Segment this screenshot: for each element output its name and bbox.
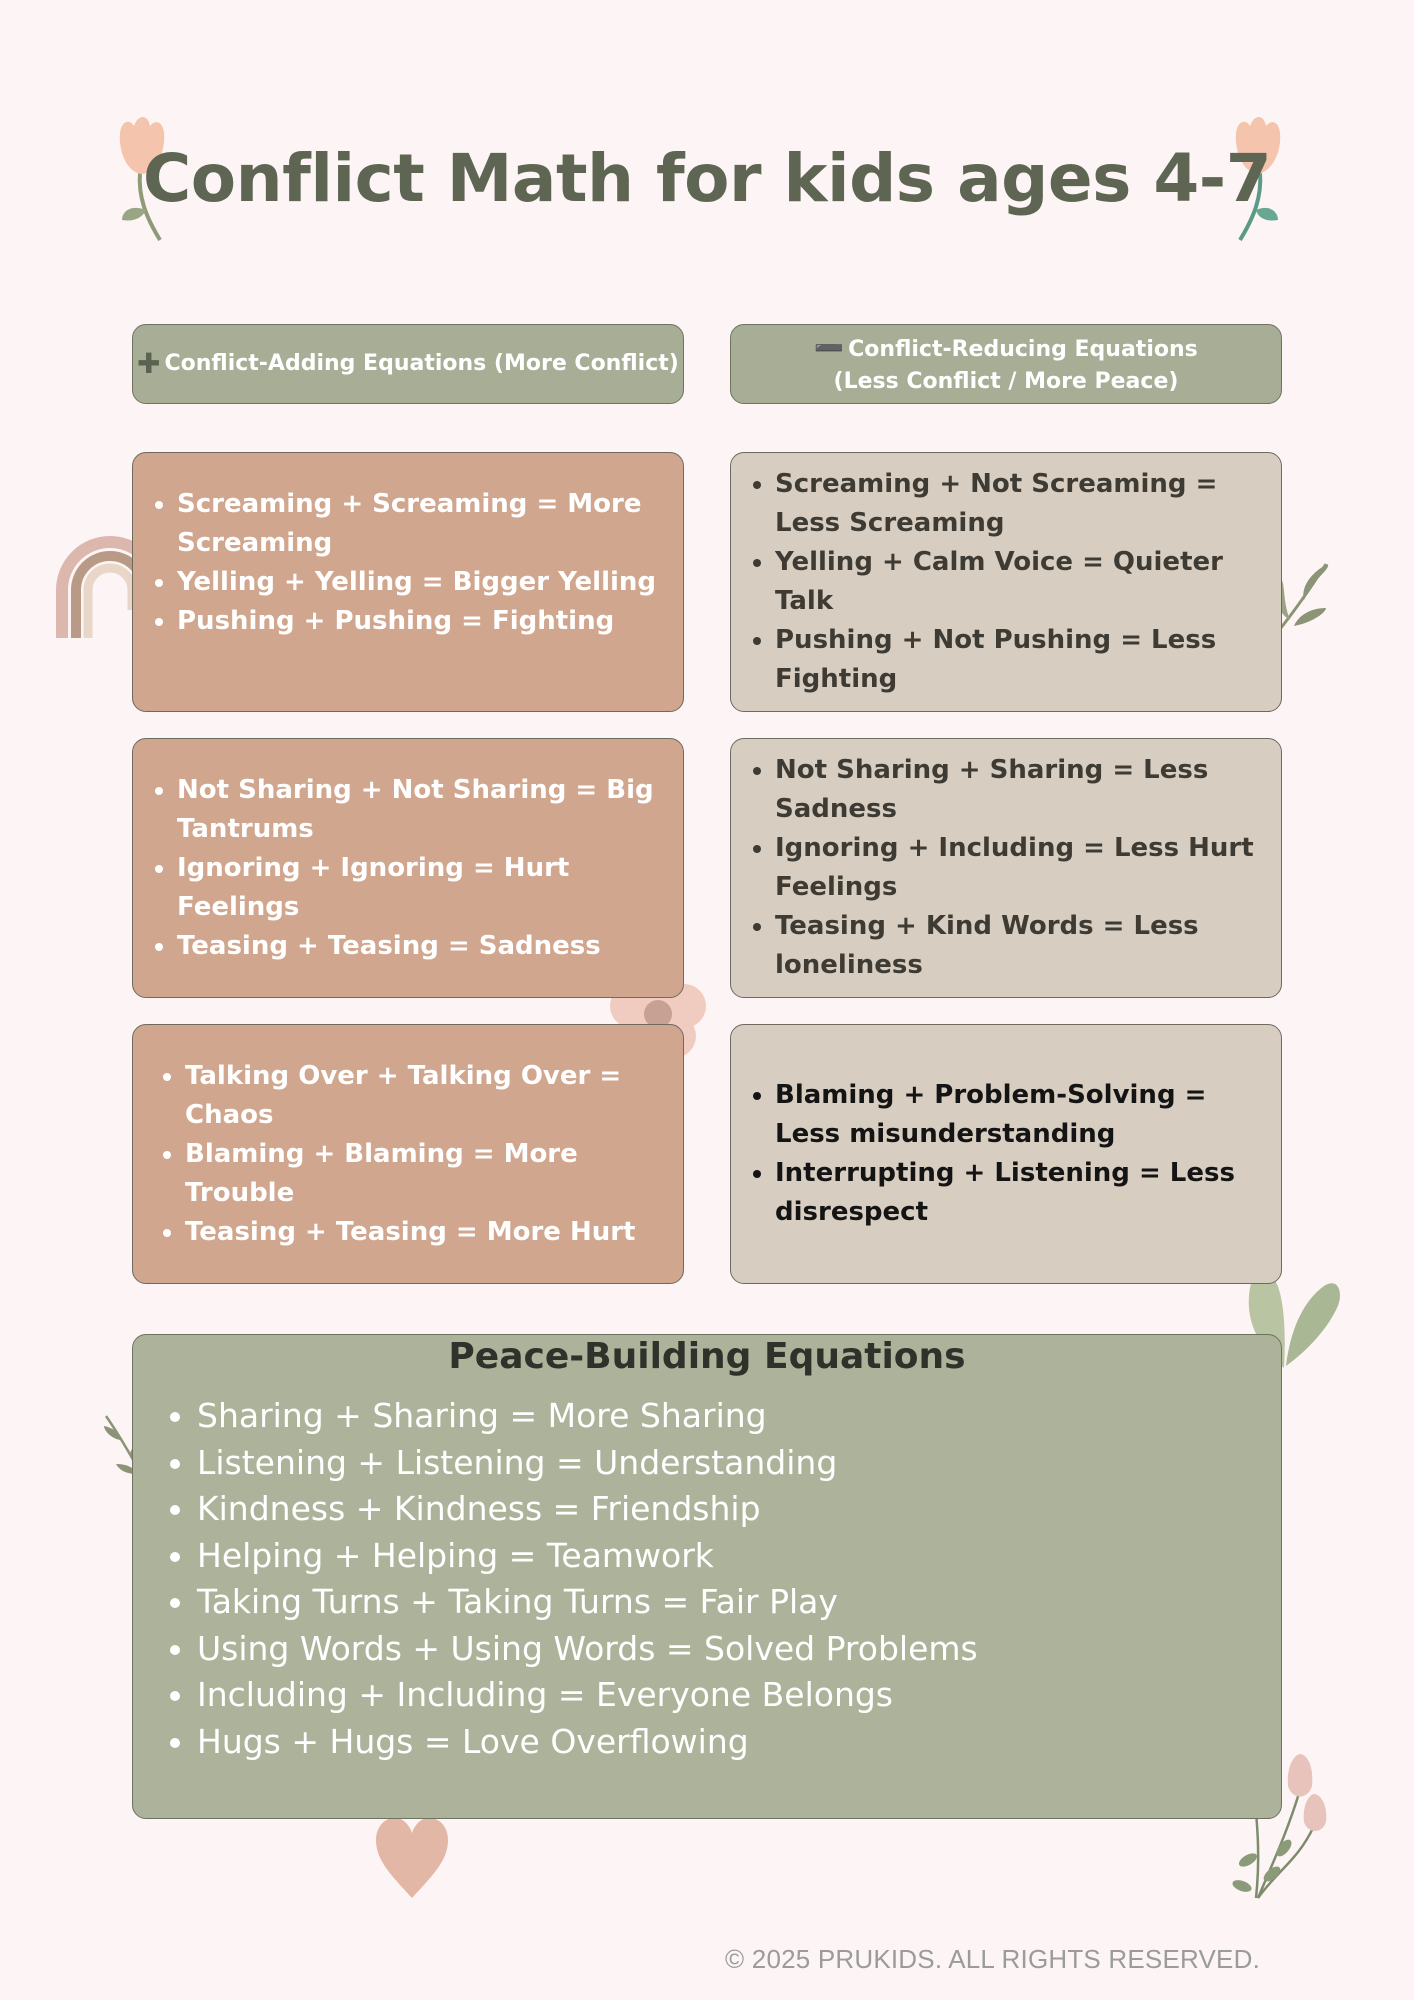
equation-list <box>731 1076 1281 1232</box>
equation-item: • Not Sharing + Not Sharing = Big Tantrums <box>177 771 669 849</box>
peace-equation-item: • Helping + Helping = Teamwork <box>197 1533 978 1580</box>
equation-item: • Teasing + Teasing = Sadness <box>177 927 669 966</box>
peace-building-title: Peace-Building Equations <box>448 1336 966 1377</box>
minus-icon: ➖ <box>814 333 845 362</box>
peace-equation-item: • Listening + Listening = Understanding <box>197 1440 978 1487</box>
equation-list <box>731 751 1281 985</box>
conflict-reducing-header <box>730 324 1282 404</box>
conflict-adding-header-label: Conflict-Adding Equations (More Conflict) <box>164 351 679 377</box>
peace-equation-item: • Taking Turns + Taking Turns = Fair Play <box>197 1579 978 1626</box>
heart-icon <box>372 1812 452 1900</box>
conflict-reducing-box <box>730 738 1282 998</box>
page-title: Conflict Math for kids ages 4-7 <box>142 140 1272 217</box>
equation-item: • Blaming + Blaming = More Trouble <box>185 1135 669 1213</box>
peace-equation-item: • Sharing + Sharing = More Sharing <box>197 1393 978 1440</box>
equation-item: • Ignoring + Including = Less Hurt Feelings <box>775 829 1267 907</box>
conflict-adding-box <box>132 738 684 998</box>
equation-list <box>731 465 1281 699</box>
equation-item: • Interrupting + Listening = Less disrespect <box>775 1154 1267 1232</box>
conflict-adding-header <box>132 324 684 404</box>
peace-equation-item: • Using Words + Using Words = Solved Problems <box>197 1626 978 1673</box>
conflict-adding-box <box>132 452 684 712</box>
equation-item: • Yelling + Yelling = Bigger Yelling <box>177 563 669 602</box>
equation-item: • Not Sharing + Sharing = Less Sadness <box>775 751 1267 829</box>
conflict-reducing-header-line2: (Less Conflict / More Peace) <box>833 368 1179 394</box>
equation-item: • Teasing + Teasing = More Hurt <box>185 1213 669 1252</box>
peace-equation-item: • Hugs + Hugs = Love Overflowing <box>197 1719 978 1766</box>
equation-item: • Pushing + Not Pushing = Less Fighting <box>775 621 1267 699</box>
peace-equation-item: • Kindness + Kindness = Friendship <box>197 1486 978 1533</box>
peace-equation-item: • Including + Including = Everyone Belongs <box>197 1672 978 1719</box>
equation-item: • Screaming + Not Screaming = Less Screaming <box>775 465 1267 543</box>
equation-list <box>133 485 683 641</box>
peace-equation-list <box>133 1393 978 1765</box>
equation-item: • Talking Over + Talking Over = Chaos <box>185 1057 669 1135</box>
equation-list <box>133 771 683 966</box>
conflict-reducing-box <box>730 452 1282 712</box>
equation-item: • Pushing + Pushing = Fighting <box>177 602 669 641</box>
equation-item: • Blaming + Problem-Solving = Less misunderstanding <box>775 1076 1267 1154</box>
peace-building-box <box>132 1334 1282 1819</box>
conflict-reducing-header-line1: Conflict-Reducing Equations <box>848 336 1198 362</box>
copyright-footer: © 2025 PRUKIDS. ALL RIGHTS RESERVED. <box>725 1944 1260 1974</box>
equation-item: • Teasing + Kind Words = Less loneliness <box>775 907 1267 985</box>
plus-icon: ✚ <box>137 346 161 380</box>
equation-item: • Yelling + Calm Voice = Quieter Talk <box>775 543 1267 621</box>
conflict-adding-box <box>132 1024 684 1284</box>
conflict-reducing-box <box>730 1024 1282 1284</box>
equation-item: • Ignoring + Ignoring = Hurt Feelings <box>177 849 669 927</box>
equation-list <box>133 1057 683 1252</box>
equation-item: • Screaming + Screaming = More Screaming <box>177 485 669 563</box>
